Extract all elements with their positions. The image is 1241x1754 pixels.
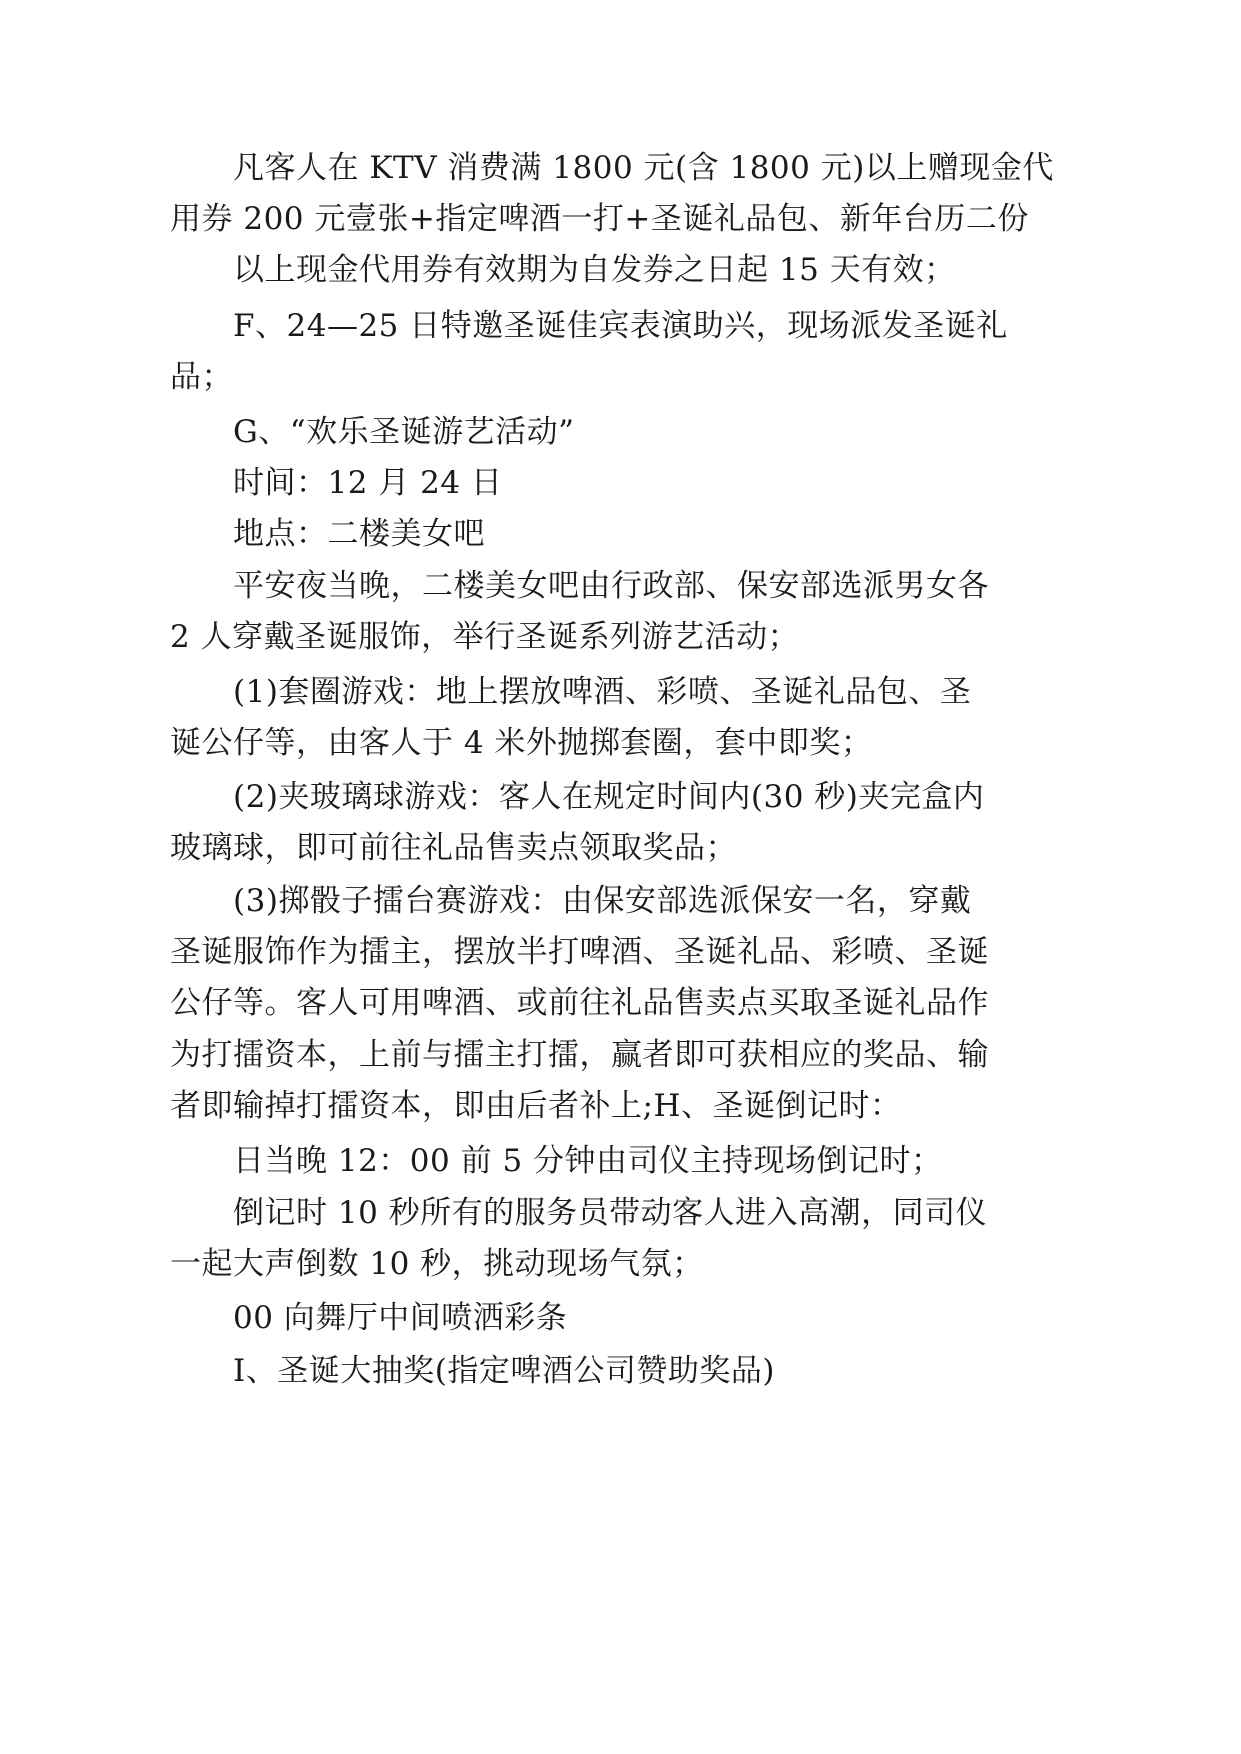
text-line: 日当晚 12：00 前 5 分钟由司仪主持现场倒记时； bbox=[233, 1143, 943, 1179]
text-line: I、圣诞大抽奖(指定啤酒公司赞助奖品) bbox=[233, 1353, 775, 1389]
text-line: F、24—25 日特邀圣诞佳宾表演助兴，现场派发圣诞礼 bbox=[233, 308, 1008, 344]
text-line: (3)掷骰子擂台赛游戏：由保安部选派保安一名，穿戴 bbox=[233, 883, 972, 919]
text-line: 倒记时 10 秒所有的服务员带动客人进入高潮，同司仪 bbox=[233, 1195, 988, 1231]
text-line: 时间：12 月 24 日 bbox=[233, 465, 503, 501]
text-line: 公仔等。客人可用啤酒、或前往礼品售卖点买取圣诞礼品作 bbox=[170, 985, 989, 1021]
text-line: 圣诞服饰作为擂主，摆放半打啤酒、圣诞礼品、彩喷、圣诞 bbox=[170, 934, 989, 970]
text-line: 00 向舞厅中间喷洒彩条 bbox=[233, 1300, 568, 1336]
text-line: 以上现金代用券有效期为自发券之日起 15 天有效； bbox=[233, 252, 956, 288]
text-line: G、“欢乐圣诞游艺活动” bbox=[233, 414, 575, 450]
text-line: 用券 200 元壹张+指定啤酒一打+圣诞礼品包、新年台历二份 bbox=[170, 201, 1029, 237]
text-line: 诞公仔等，由客人于 4 米外抛掷套圈，套中即奖； bbox=[170, 725, 873, 761]
text-line: (2)夹玻璃球游戏：客人在规定时间内(30 秒)夹完盒内 bbox=[233, 779, 985, 815]
text-line: 地点：二楼美女吧 bbox=[233, 516, 485, 552]
text-line: 2 人穿戴圣诞服饰，举行圣诞系列游艺活动； bbox=[170, 619, 800, 655]
text-line: (1)套圈游戏：地上摆放啤酒、彩喷、圣诞礼品包、圣 bbox=[233, 674, 972, 710]
text-line: 平安夜当晚，二楼美女吧由行政部、保安部选派男女各 bbox=[233, 568, 989, 604]
text-line: 为打擂资本，上前与擂主打擂，赢者即可获相应的奖品、输 bbox=[170, 1037, 989, 1073]
text-line: 品； bbox=[170, 359, 233, 395]
text-line: 凡客人在 KTV 消费满 1800 元(含 1800 元)以上赠现金代 bbox=[233, 150, 1054, 186]
text-line: 者即输掉打擂资本，即由后者补上;H、圣诞倒记时： bbox=[170, 1088, 902, 1124]
text-line: 一起大声倒数 10 秒，挑动现场气氛； bbox=[170, 1246, 704, 1282]
text-line: 玻璃球，即可前往礼品售卖点领取奖品； bbox=[170, 830, 737, 866]
